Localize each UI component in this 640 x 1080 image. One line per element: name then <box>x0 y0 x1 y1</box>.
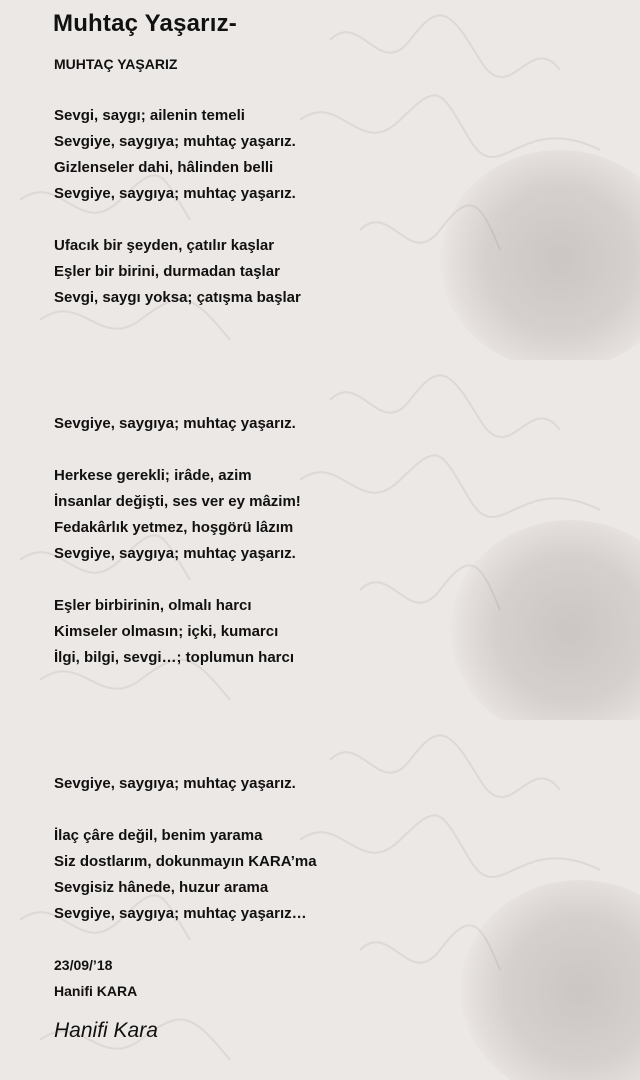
poem-line: Sevgisiz hânede, huzur arama <box>54 879 269 896</box>
poem-line: Ufacık bir şeyden, çatılır kaşlar <box>54 237 275 254</box>
poem-title: Muhtaç Yaşarız- <box>53 10 237 37</box>
poem-line: Siz dostlarım, dokunmayın KARA’ma <box>54 853 317 870</box>
poem-line: Eşler bir birini, durmadan taşlar <box>54 263 280 280</box>
poem-subtitle: MUHTAÇ YAŞARIZ <box>54 56 178 72</box>
poem-line: Sevgi, saygı yoksa; çatışma başlar <box>54 289 301 306</box>
poem-line: Kimseler olmasın; içki, kumarcı <box>54 623 279 640</box>
background-texture <box>0 360 640 720</box>
background-texture <box>0 0 640 360</box>
poem-line: İlaç çâre değil, benim yarama <box>54 827 263 844</box>
poem-line: İnsanlar değişti, ses ver ey mâzim! <box>54 493 301 510</box>
poem-line: Sevgiye, saygıya; muhtaç yaşarız… <box>54 905 307 922</box>
poem-line: Eşler birbirinin, olmalı harcı <box>54 597 252 614</box>
poem-line: Sevgi, saygı; ailenin temeli <box>54 107 245 124</box>
poem-line: Sevgiye, saygıya; muhtaç yaşarız. <box>54 775 296 792</box>
poem-date: 23/09/’18 <box>54 957 113 973</box>
poem-line: Sevgiye, saygıya; muhtaç yaşarız. <box>54 133 296 150</box>
author-signature: Hanifi Kara <box>54 1019 158 1042</box>
poem-line: Gizlenseler dahi, hâlinden belli <box>54 159 274 176</box>
poem-line: Sevgiye, saygıya; muhtaç yaşarız. <box>54 415 296 432</box>
poem-line: Herkese gerekli; irâde, azim <box>54 467 252 484</box>
poem-line: Sevgiye, saygıya; muhtaç yaşarız. <box>54 545 296 562</box>
poem-line: Fedakârlık yetmez, hoşgörü lâzım <box>54 519 294 536</box>
poem-line: İlgi, bilgi, sevgi…; toplumun harcı <box>54 649 295 666</box>
poem-line: Sevgiye, saygıya; muhtaç yaşarız. <box>54 185 296 202</box>
poem-author: Hanifi KARA <box>54 983 138 999</box>
